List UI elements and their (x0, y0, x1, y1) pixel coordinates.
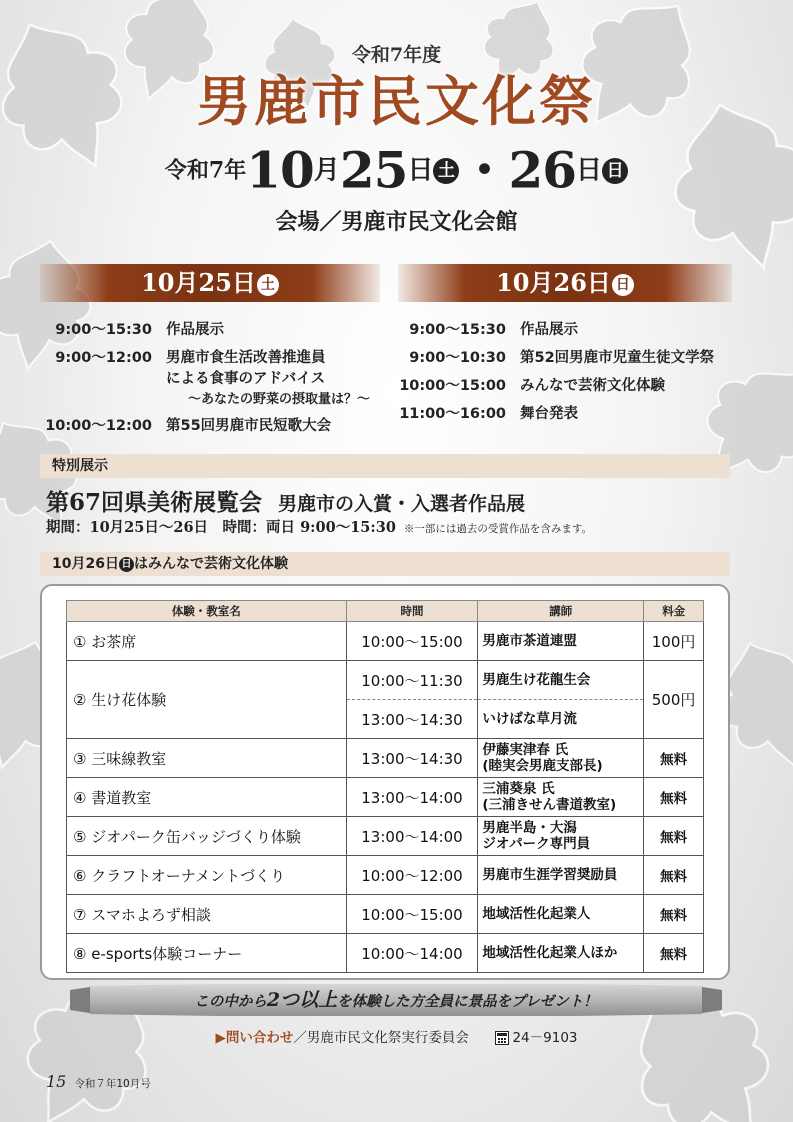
schedule-time: 9:00〜15:30 (409, 322, 506, 338)
fiscal-year: 令和7年度 (351, 44, 442, 66)
class-fee: 無料 (644, 778, 704, 817)
class-instructor: 男鹿生け花龍生会 (478, 661, 644, 700)
exhibit-period-text: 期間：10月25日〜26日 時間：両日 9:00〜15:30 (46, 519, 396, 536)
schedule-item (40, 414, 370, 435)
schedule-event: 第55回男鹿市民短歌大会 (166, 418, 332, 434)
schedule-item (40, 318, 370, 339)
page-footer (46, 1072, 151, 1091)
schedule-item (394, 374, 714, 395)
class-time: 10:00〜11:30 (346, 661, 478, 700)
page-title: 男鹿市民文化祭 (197, 69, 596, 133)
class-fee: 無料 (644, 934, 704, 973)
date-era: 令和7年 (164, 157, 247, 184)
schedule-event-line2: による食事のアドバイス (166, 371, 326, 387)
day2-schedule (394, 318, 714, 430)
class-name: ⑤ ジオパーク缶バッジづくり体験 (67, 817, 347, 856)
band-date: 10月26日 (52, 556, 119, 572)
weekday-badge: 土 (257, 274, 279, 296)
class-fee: 無料 (644, 895, 704, 934)
instructor-line1: 男鹿半島・大潟 (482, 820, 577, 836)
schedule-time: 9:00〜12:00 (55, 350, 152, 366)
class-name: ⑦ スマホよろず相談 (67, 895, 347, 934)
schedule-note: 〜あなたの野菜の摂取量は？〜 (188, 392, 371, 407)
special-exhibit-period (46, 516, 592, 537)
column-header: 時間 (346, 601, 478, 622)
date-separator: ・ (459, 140, 509, 200)
class-name: ④ 書道教室 (67, 778, 347, 817)
contact-org: ／男鹿市民文化祭実行委員会 (293, 1030, 469, 1046)
exhibit-note: ※一部には過去の受賞作品を含みます。 (403, 523, 593, 535)
schedule-event: 第52回男鹿市児童生徒文学祭 (520, 350, 715, 366)
weekday-badge-sun: 日 (602, 158, 628, 184)
schedule-event: みんなで芸術文化体験 (520, 378, 665, 394)
class-time: 10:00〜12:00 (346, 856, 478, 895)
class-instructor (478, 739, 644, 778)
class-time: 13:00〜14:00 (346, 817, 478, 856)
ribbon-text-emphasis: 2つ以上 (266, 989, 338, 1011)
ribbon-message (70, 984, 722, 1016)
class-name: ② 生け花体験 (67, 661, 347, 739)
schedule-event: 作品展示 (166, 322, 224, 338)
column-header: 講師 (478, 601, 644, 622)
class-instructor: 地域活性化起業人ほか (478, 934, 644, 973)
band-text: はみんなで芸術文化体験 (133, 556, 288, 572)
schedule-time: 9:00〜15:30 (55, 322, 152, 338)
column-header: 体験・教室名 (67, 601, 347, 622)
day1-schedule (40, 318, 370, 442)
table-row (67, 934, 704, 973)
class-time: 13:00〜14:00 (346, 778, 478, 817)
weekday-badge: 日 (612, 274, 634, 296)
weekday-badge: 日 (119, 557, 134, 572)
date-day-unit: 日 (407, 155, 434, 186)
class-instructor: いけばな草月流 (478, 700, 644, 739)
class-instructor: 男鹿市茶道連盟 (478, 622, 644, 661)
class-time: 13:00〜14:30 (346, 739, 478, 778)
schedule-event (166, 346, 370, 407)
issue-label: 令和７年10月号 (74, 1078, 151, 1090)
weekday-badge-sat: 土 (433, 158, 459, 184)
day2-date: 10月26日 (496, 268, 611, 297)
schedule-time: 10:00〜15:00 (399, 378, 506, 394)
class-time: 10:00〜15:00 (346, 895, 478, 934)
contact-label: ▶問い合わせ (215, 1030, 294, 1046)
page-number: 15 (46, 1072, 67, 1091)
day1-header (40, 264, 380, 302)
exhibit-subtitle: 男鹿市の入賞・入選者作品展 (278, 493, 526, 515)
day1-date: 10月25日 (141, 268, 256, 297)
schedule-time: 11:00〜16:00 (399, 406, 506, 422)
date-day2: 26 (508, 140, 577, 200)
class-fee: 無料 (644, 856, 704, 895)
table-row (67, 778, 704, 817)
table-row (67, 856, 704, 895)
date-day-unit: 日 (576, 155, 603, 186)
experience-table-box (40, 584, 730, 980)
date-day1: 25 (339, 140, 408, 200)
class-instructor (478, 817, 644, 856)
table-row (67, 622, 704, 661)
class-fee: 無料 (644, 817, 704, 856)
schedule-item (394, 402, 714, 423)
special-exhibit-band: 特別展示 (40, 454, 730, 478)
ribbon-text-1: この中から (194, 993, 267, 1010)
schedule-time: 9:00〜10:30 (409, 350, 506, 366)
table-row (67, 739, 704, 778)
festival-date (0, 139, 793, 201)
class-instructor: 地域活性化起業人 (478, 895, 644, 934)
instructor-line2: (三浦きせん書道教室) (482, 797, 617, 813)
contact-tel: 24－9103 (512, 1030, 578, 1046)
column-header: 料金 (644, 601, 704, 622)
exhibit-name: 第67回県美術展覧会 (46, 489, 263, 516)
table-row (67, 661, 704, 700)
schedule-item (394, 346, 714, 367)
class-time: 10:00〜14:00 (346, 934, 478, 973)
class-name: ⑧ e-sports体験コーナー (67, 934, 347, 973)
schedule-event: 舞台発表 (520, 406, 578, 422)
instructor-line1: 伊藤実津春 氏 (482, 742, 569, 758)
class-instructor: 男鹿市生涯学習奨励員 (478, 856, 644, 895)
schedule-event-line1: 男鹿市食生活改善推進員 (166, 350, 326, 366)
festival-header (0, 40, 793, 236)
schedule-item (394, 318, 714, 339)
class-name: ⑥ クラフトオーナメントづくり (67, 856, 347, 895)
contact-info (0, 1026, 793, 1046)
class-fee: 500円 (644, 661, 704, 739)
ribbon-text-3: を体験した方全員に景品をプレゼント！ (337, 993, 598, 1010)
date-month: 10 (246, 140, 314, 200)
class-instructor (478, 778, 644, 817)
special-exhibit-title (46, 484, 525, 517)
class-name: ③ 三味線教室 (67, 739, 347, 778)
class-fee: 100円 (644, 622, 704, 661)
table-row (67, 817, 704, 856)
class-name: ① お茶席 (67, 622, 347, 661)
experience-table (66, 600, 704, 973)
experience-band (40, 552, 730, 576)
instructor-line1: 三浦葵泉 氏 (482, 781, 555, 797)
instructor-line2: ジオパーク専門員 (482, 836, 591, 852)
venue: 会場／男鹿市民文化会館 (275, 210, 518, 235)
schedule-item (40, 346, 370, 407)
telephone-icon (495, 1031, 509, 1045)
schedule-event: 作品展示 (520, 322, 578, 338)
class-fee: 無料 (644, 739, 704, 778)
schedule-time: 10:00〜12:00 (45, 418, 152, 434)
table-row (67, 895, 704, 934)
table-header-row (67, 601, 704, 622)
instructor-line2: (睦実会男鹿支部長) (482, 758, 603, 774)
class-time: 10:00〜15:00 (346, 622, 478, 661)
date-month-unit: 月 (313, 155, 340, 186)
class-time: 13:00〜14:30 (346, 700, 478, 739)
day2-header (398, 264, 732, 302)
